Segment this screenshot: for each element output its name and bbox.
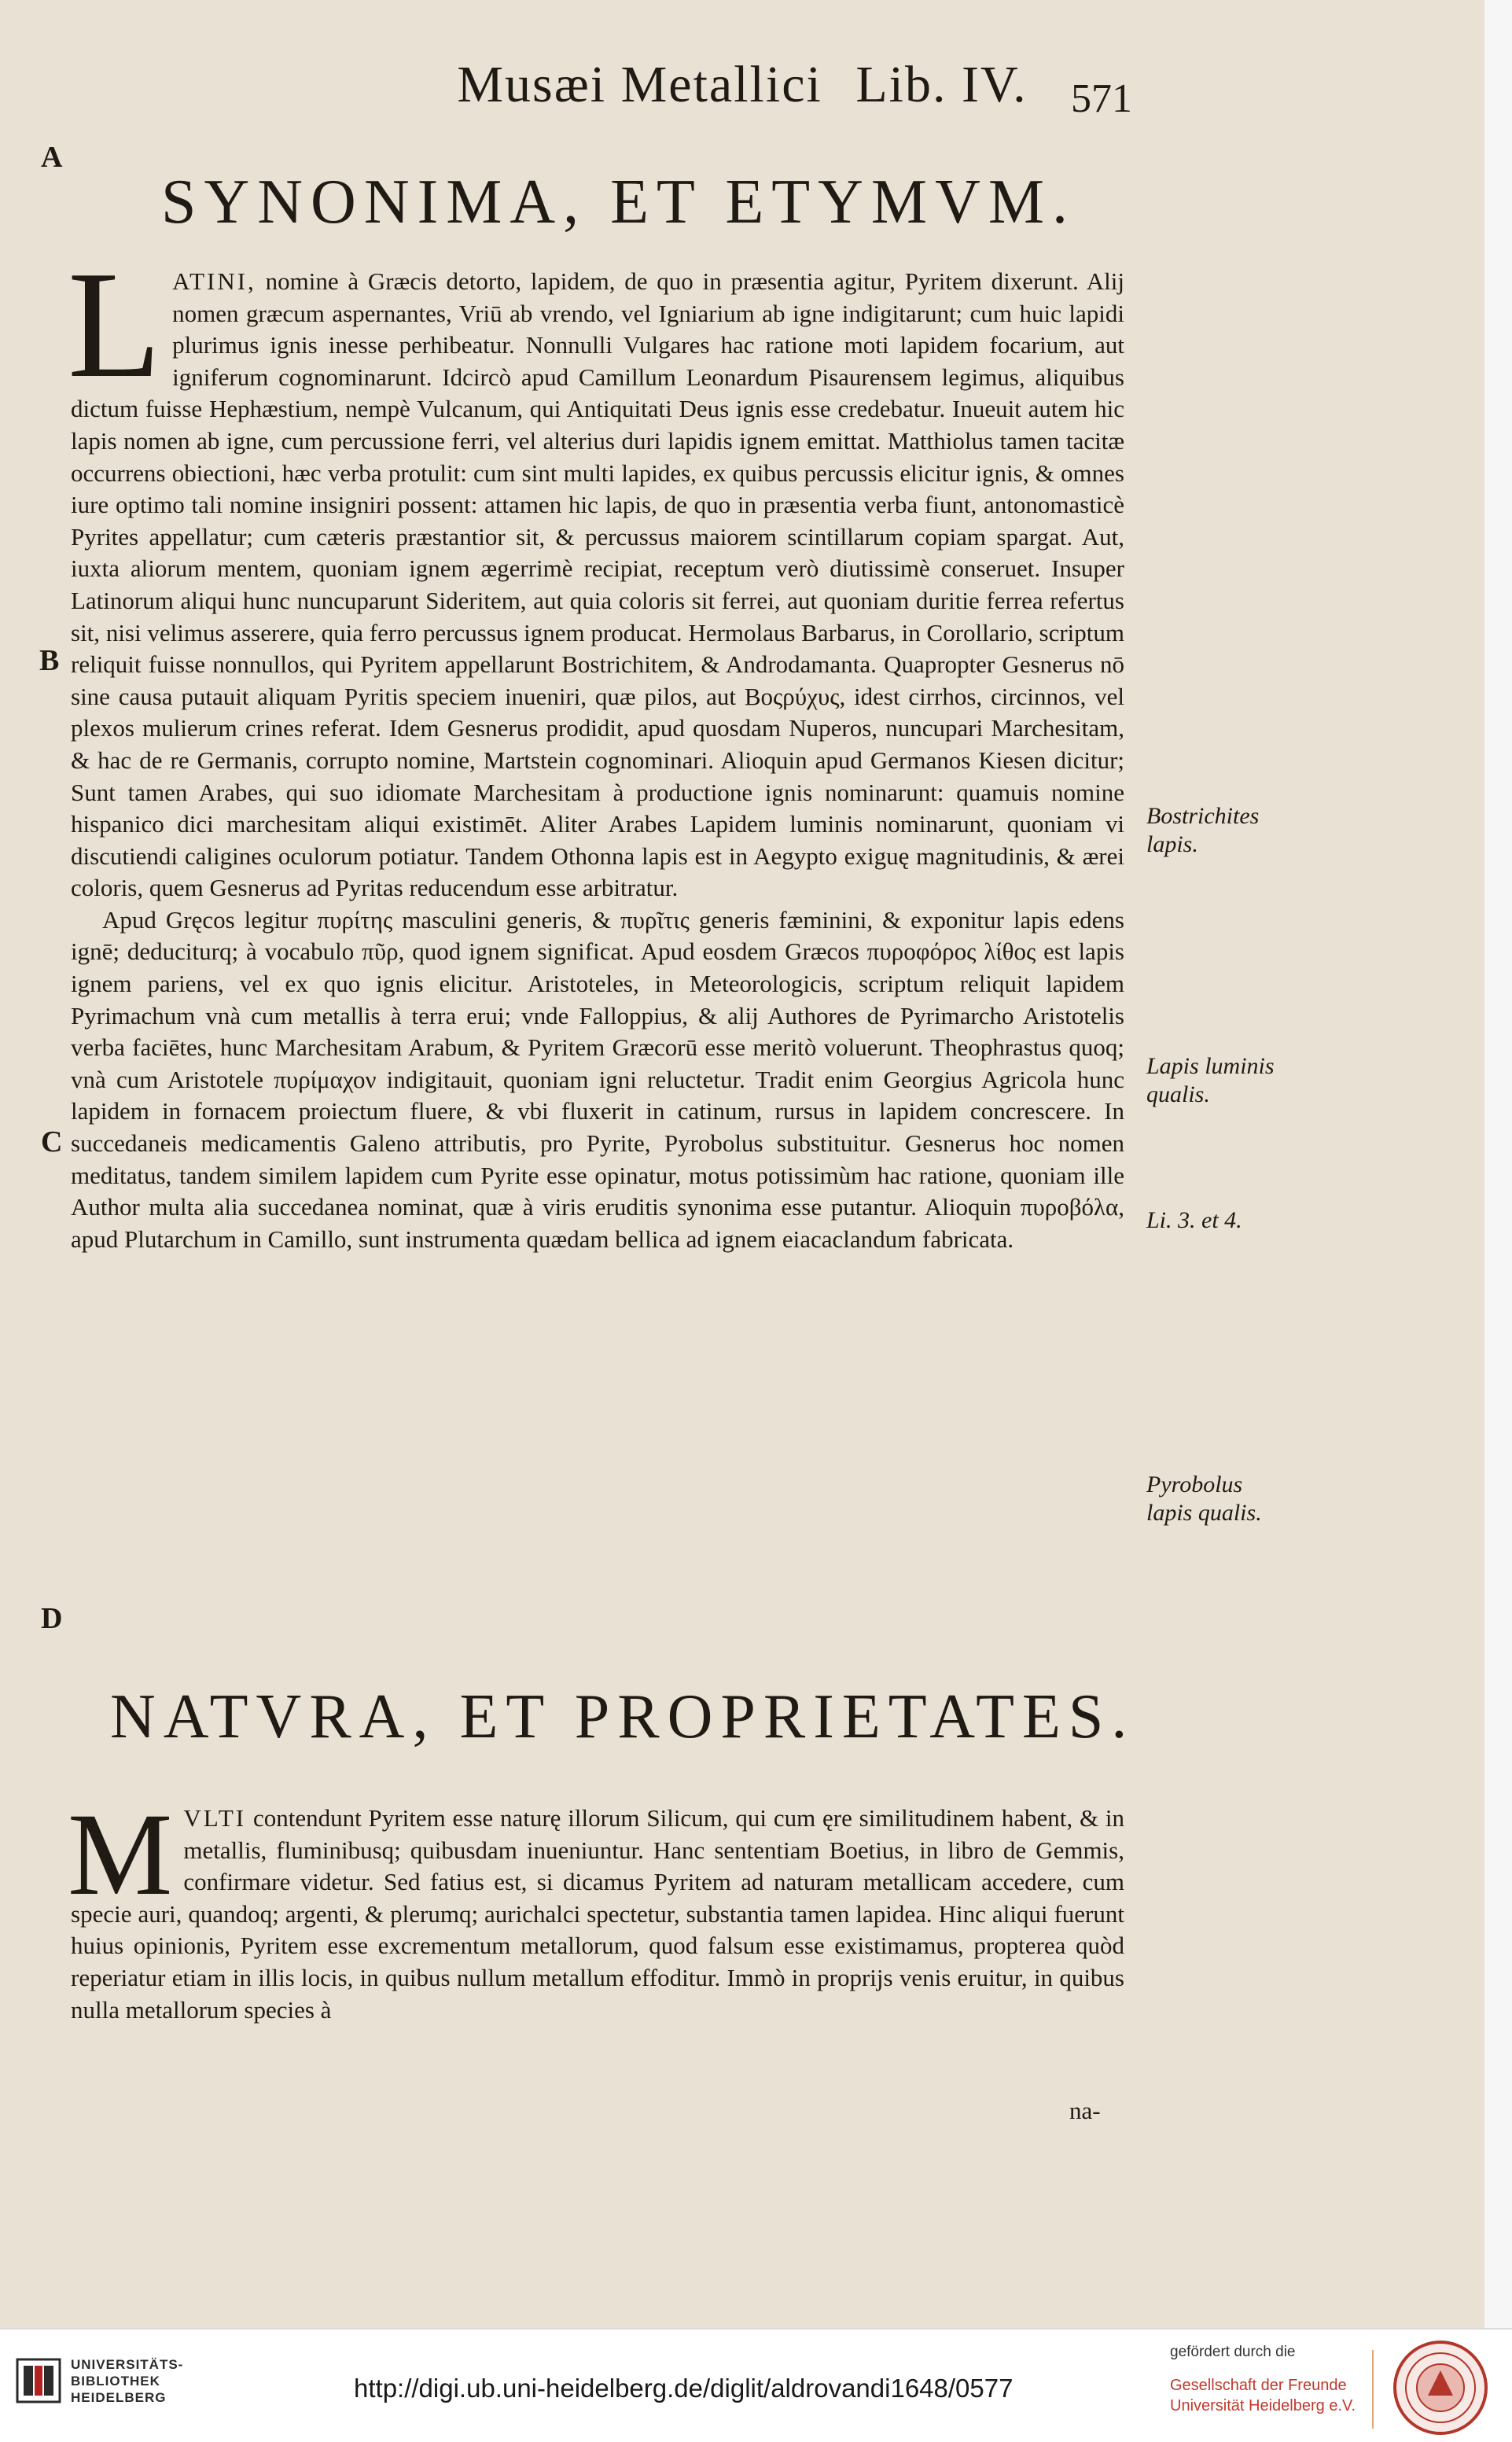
page-edge (1484, 0, 1512, 2328)
running-head-book: Lib. IV. (855, 56, 1028, 113)
marginal-note-pyrobolus: Pyrobolus lapis qualis. (1146, 1471, 1262, 1526)
paragraph-multi (68, 1789, 1124, 2026)
paragraph-text: nomine à Græcis detorto, lapidem, de quo in præsentia agitur, Pyritem dixerunt. Alij nomen græcum aspernantes, Vriū ab vrendo, vel Igniarium ab igne indigitarunt; cum huic lapidi plurimus ignis inesse perhibeatur. Nonnulli Vulgares hac ratione moti lapidem focarium, aut igniferum cognominarunt. Idcircò apud Camillum Leonardum Pisaurensem legimus, aliquibus dictum fuisse Hephæstium, nempè Vulcanum, qui Antiquitati Deus ignis esse credebatur. Inueuit autem hic lapis nomen ab igne, cum percussione ferri, vel alterius duri lapidis ignem emittat. Matthiolus tamen tacitæ occurrens obiectioni, hæc verba protulit: cum sint multi lapides, ex quibus percussis elicitur ignis, & omnes iure optimo tali nomine insigniri possent: attamen hic lapis, de quo in præsentia verba fiunt, antonomasticè Pyrites appellatur; cum cæteris præstantior sit, & percussus maiorem scintillarum copiam spargat. Aut, iuxta aliorum mentem, quoniam ignem ægerrimè recipiat, receptum verò diutissimè conseruet. Insuper Latinorum aliqui hunc nuncuparunt Sideritem, aut quia coloris sit ferrei, aut quoniam duritie ferrea refertus sit, nisi velimus asserere, quia ferro percussus ignem producat. Hermolaus Barbarus, in Corollario, scriptum reliquit fuisse nonnullos, qui Pyritem appellarunt Bostrichitem, & Androdamanta. Quapropter Gesnerus nō sine causa putauit aliquam Pyritis speciem inueniri, quæ pilos, aut Βοςρύχυς, idest cirrhos, circinnos, vel plexos mulierum crines referat. Idem Gesnerus prodidit, apud quosdam Nuperos, nuncupari Marchesitam, & hac de re Germanis, corrupto nomine, Martstein cognominari. Alioquin apud Germanos Kiesen dicitur; Sunt tamen Arabes, qui suo idiomate Marchesitam à productione ignis nominarunt: quamuis nomine hispanico dici marchesitam aliqui existimēt. Aliter Arabes Lapidem luminis nominarunt, quoniam vi discutiendi caligines oculorum potiatur. Tandem Othonna lapis est in Aegypto exiguę magnitudinis, & ærei coloris, quem Gesnerus ad Pyritas reducendum esse arbitratur. (71, 267, 1125, 902)
running-head (0, 55, 1484, 115)
paragraph-apud-graecos: Apud Gręcos legitur πυρίτης masculini generis, & πυρῖτις generis fæminini, & exponitur lapis edens ignē; deduciturq; à vocabulo πῦρ, quod ignem significat. Apud eosdem Græcos πυροφόρος λίθος est lapis ignem pariens, vel ex quo ignis elicitur. Aristoteles, in Meteorologicis, scriptum reliquit lapidem Pyrimachum vnà cum metallis à terra erui; vnde Falloppius, & alij Authores de Pyrimarcho Aristotelis verba faciētes, hunc Marchesitam Arabum, & Pyritem Græcorū esse meritò voluerunt. Theophrastus quoq; vnà cum Aristotele πυρίμαχον indigitauit, quoniam igni reluctetur. Tradit enim Georgius Agricola hunc lapidem in fornacem proiectum fluere, & vbi fluxerit in catinum, rursus in lapidem concrescere. In succedaneis medicamentis Galeno attributis, pro Pyrite, Pyrobolus substituitur. Gesnerus hoc nomen meditatus, tandem similem lapidem cum Pyrite esse opinatur, motus potissimùm hac ratione, quoniam ille Author multa alia succedanea nominat, quæ à viris eruditis synonima esse putantur. Alioquin πυροβόλα, apud Plutarchum in Camillo, sunt instrumenta quædam bellica ad ignem eiacaclandum fabricata. (71, 905, 1124, 1253)
section-title-natura: NATVRA, ET PROPRIETATES. (110, 1682, 1135, 1751)
section-letter-a: A (41, 141, 63, 174)
paragraph-text: contendunt Pyritem esse naturę illorum Silicum, qui cum ęre similitudinem habent, & in metallis, fluminibusq; quibusdam inueniuntur. Hanc sententiam Boetius, in libro de Gemmis, confirmare videtur. Sed fatius est, si dicamus Pyritem ad naturam metallicam accedere, cum specie auri, quandoq; argenti, & plerumq; aurichalci spectetur, substantia tamen lapidea. Hinc aliqui fuerunt huius opinionis, Pyritem esse excrementum metallorum, quod falsum esse existimamus, propterea quòd reperiatur etiam in illis locis, in quibus nullum metallum effoditur. Immò in proprijs venis eruitur, in quibus nulla metallorum species à (71, 1804, 1124, 2024)
section-body-natura (68, 1789, 1124, 2026)
digital-object-url[interactable]: http://digi.ub.uni-heidelberg.de/diglit/aldrovandi1648/0577 (354, 2374, 1014, 2403)
university-seal-icon (1392, 2339, 1489, 2436)
drop-capital-l: L (68, 240, 162, 410)
footer-divider (0, 2328, 1512, 2330)
paragraph-first-word: ATINI, (172, 267, 256, 295)
sponsor-label: gefördert durch die (1170, 2344, 1296, 2360)
footer-bar (0, 2328, 1512, 2442)
section-letter-d: D (41, 1602, 63, 1635)
library-name (71, 2356, 183, 2406)
section-body-synonima (68, 240, 1125, 1255)
library-name-line2: BIBLIOTHEK (71, 2374, 160, 2389)
section-letter-b: B (39, 644, 60, 677)
section-letter-c: C (41, 1125, 63, 1158)
paragraph-latini (68, 240, 1125, 904)
sponsor-name-line2: Universität Heidelberg e.V. (1170, 2397, 1356, 2414)
catchword: na- (1069, 2097, 1101, 2124)
sponsor-divider (1372, 2350, 1374, 2429)
drop-capital-m: M (68, 1789, 173, 1920)
marginal-note-li: Li. 3. et 4. (1146, 1207, 1242, 1233)
section-title-synonima: SYNONIMA, ET ETYMVM. (161, 168, 1076, 237)
paragraph-first-word: VLTI (183, 1804, 247, 1832)
library-logo-icon (16, 2358, 61, 2403)
library-name-line1: UNIVERSITÄTS- (71, 2357, 184, 2372)
library-name-line3: HEIDELBERG (71, 2390, 167, 2405)
page-number: 571 (1071, 76, 1132, 121)
marginal-note-bostrichites: Bostrichites lapis. (1146, 803, 1260, 857)
marginal-note-lapis-luminis: Lapis luminis qualis. (1146, 1053, 1275, 1107)
sponsor-name[interactable] (1170, 2375, 1356, 2416)
running-head-title: Musæi Metallici (457, 56, 822, 113)
sponsor-name-line1: Gesellschaft der Freunde (1170, 2377, 1347, 2394)
